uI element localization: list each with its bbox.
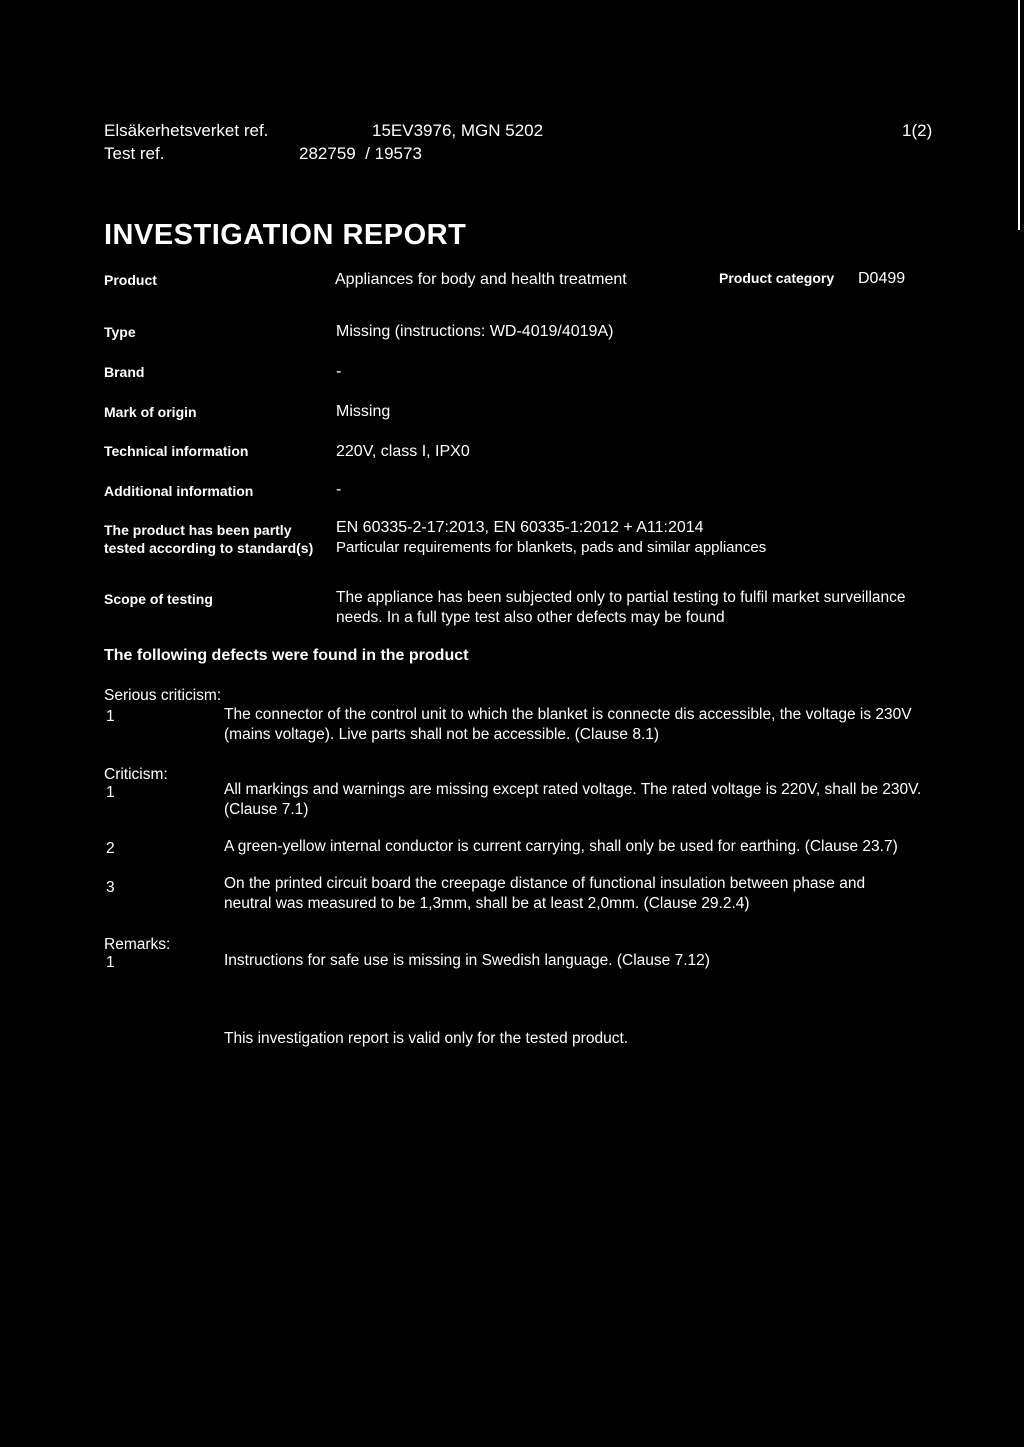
criticism-item-number: 3: [106, 879, 115, 896]
product-label: Product: [104, 272, 157, 288]
standards-label: The product has been partly tested according to standard(s): [104, 522, 314, 556]
brand-value: -: [336, 363, 342, 380]
defects-heading: The following defects were found in the product: [104, 647, 469, 664]
criticism-item-number: 1: [106, 784, 115, 801]
test-ref-label: Test ref.: [104, 144, 165, 163]
mark-of-origin-value: Missing: [336, 403, 391, 420]
serious-item-text: The connector of the control unit to which the blanket is connecte dis accessible, the voltage is 230V (mains voltage). Live parts shall not be accessible. (Clause 8.1): [224, 706, 912, 743]
product-category-value: D0499: [858, 270, 906, 287]
product-value: Appliances for body and health treatment: [335, 271, 627, 288]
criticism-item-text: A green-yellow internal conductor is current carrying, shall only be used for earthing. (Clause 23.7): [224, 838, 898, 855]
brand-label: Brand: [104, 364, 145, 380]
type-value: Missing (instructions: WD-4019/4019A): [336, 323, 614, 340]
footer-note: This investigation report is valid only for the tested product.: [224, 1030, 629, 1047]
remarks-item-number: 1: [106, 954, 115, 971]
serious-criticism-heading: Serious criticism:: [104, 687, 222, 704]
elsak-ref-label: Elsäkerhetsverket ref.: [104, 121, 269, 140]
mark-of-origin-label: Mark of origin: [104, 404, 197, 420]
scope-of-testing-label: Scope of testing: [104, 591, 213, 607]
additional-information-label: Additional information: [104, 483, 254, 499]
scan-edge-line: [1018, 0, 1020, 230]
test-ref-value: 282759 / 19573: [299, 144, 422, 163]
criticism-item-number: 2: [106, 840, 115, 857]
page-title: INVESTIGATION REPORT: [104, 219, 467, 251]
technical-information-value: 220V, class I, IPX0: [336, 443, 470, 460]
page-number: 1(2): [902, 121, 933, 140]
remarks-item-text: Instructions for safe use is missing in Swedish language. (Clause 7.12): [224, 952, 710, 969]
additional-information-value: -: [336, 481, 342, 498]
criticism-heading: Criticism:: [104, 766, 168, 783]
remarks-heading: Remarks:: [104, 936, 171, 953]
standards-value: EN 60335-2-17:2013, EN 60335-1:2012 + A11:2014: [336, 519, 704, 536]
scope-of-testing-value: The appliance has been subjected only to partial testing to fulfil market surveillance needs. In a full type test also other defects may be found: [336, 589, 906, 626]
technical-information-label: Technical information: [104, 443, 249, 459]
type-label: Type: [104, 324, 136, 340]
criticism-item-text: All markings and warnings are missing except rated voltage. The rated voltage is 220V, shall be 230V. (Clause 7.1): [224, 781, 922, 818]
product-category-label: Product category: [719, 270, 835, 286]
criticism-item-text: On the printed circuit board the creepage distance of functional insulation between phase and neutral was measured to be 1,3mm, shall be at least 2,0mm. (Clause 29.2.4): [224, 875, 866, 912]
serious-item-number: 1: [106, 708, 115, 725]
elsak-ref-value: 15EV3976, MGN 5202: [372, 121, 544, 140]
standards-description: Particular requirements for blankets, pads and similar appliances: [336, 539, 767, 556]
